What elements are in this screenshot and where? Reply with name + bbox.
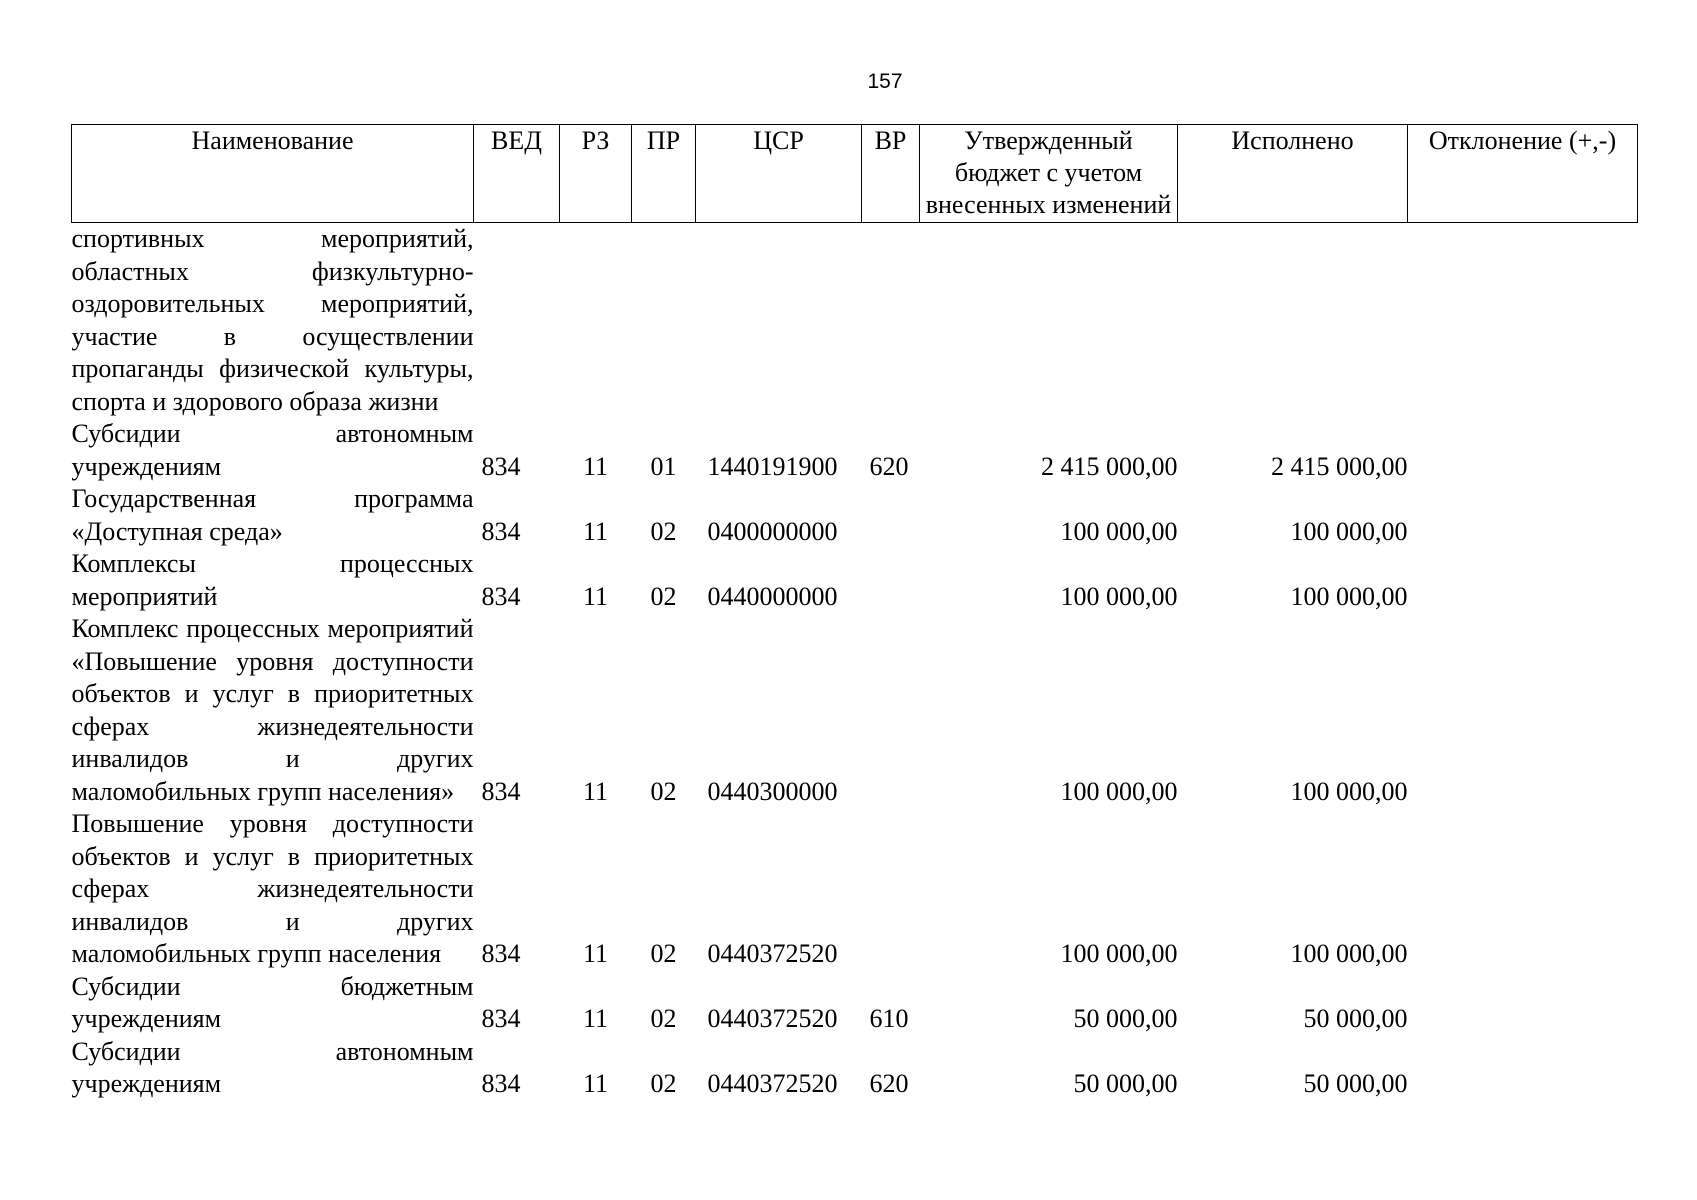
header-csr: ЦСР — [696, 125, 862, 223]
row-executed: 100 000,00 — [1290, 516, 1408, 546]
header-rz: РЗ — [560, 125, 632, 223]
row-ved: 834 — [481, 1004, 521, 1033]
row-name: Субсидии бюджетным учреждениям — [71, 971, 474, 1033]
row-pr: 01 — [650, 451, 677, 481]
row-executed — [1178, 223, 1408, 419]
row-name: спортивных мероприятий, областных физкультурно-оздоровительных мероприятий, участие в осуществлении пропаганды физической культуры, спорта и здорового образа жизни — [71, 224, 474, 416]
row-vr — [862, 223, 920, 419]
header-name: Наименование — [72, 125, 474, 223]
row-deviation — [1408, 483, 1638, 548]
row-vr: 620 — [869, 451, 909, 481]
row-approved: 100 000,00 — [1060, 776, 1178, 806]
row-name: Государственная программа «Доступная среда» — [71, 484, 474, 546]
header-pr: ПР — [632, 125, 696, 223]
row-approved: 2 415 000,00 — [1041, 451, 1178, 481]
row-pr: 02 — [650, 516, 677, 546]
header-vr: ВР — [862, 125, 920, 223]
header-deviation: Отклонение (+,-) — [1408, 125, 1638, 223]
row-pr: 02 — [650, 1004, 677, 1033]
row-csr: 0440372520 — [707, 1069, 838, 1098]
row-rz: 11 — [582, 939, 609, 968]
row-deviation — [1408, 418, 1638, 483]
row-executed: 2 415 000,00 — [1271, 451, 1408, 481]
row-executed: 100 000,00 — [1290, 939, 1408, 968]
row-ved — [474, 223, 560, 419]
table-row — [72, 548, 1638, 613]
row-ved: 834 — [481, 939, 521, 968]
table-row — [72, 418, 1638, 483]
row-rz: 11 — [582, 516, 609, 546]
row-csr: 0400000000 — [707, 516, 838, 546]
table-header-row — [72, 125, 1638, 223]
row-pr: 02 — [650, 939, 677, 968]
row-csr: 0440372520 — [707, 1004, 838, 1033]
row-pr: 02 — [650, 581, 677, 611]
row-ved: 834 — [481, 1069, 521, 1098]
row-deviation — [1408, 808, 1638, 971]
row-executed: 100 000,00 — [1290, 776, 1408, 806]
page-number: 157 — [867, 70, 903, 93]
row-rz: 11 — [582, 581, 609, 611]
row-pr — [632, 223, 696, 419]
row-vr: 610 — [869, 1004, 909, 1033]
table-row — [72, 613, 1638, 808]
row-vr — [862, 483, 920, 548]
row-executed: 50 000,00 — [1303, 1004, 1408, 1033]
row-csr: 0440000000 — [707, 581, 838, 611]
row-pr: 02 — [650, 776, 677, 806]
row-approved: 100 000,00 — [1060, 581, 1178, 611]
row-approved: 50 000,00 — [1073, 1069, 1178, 1098]
row-rz: 11 — [582, 1004, 609, 1033]
row-name: Комплекс процессных мероприятий «Повышение уровня доступности объектов и услуг в приоритетных сферах жизнедеятельности инвалидов и других маломобильных групп населения» — [71, 614, 474, 806]
row-deviation — [1408, 223, 1638, 419]
header-ved: ВЕД — [474, 125, 560, 223]
row-vr — [862, 613, 920, 808]
row-ved: 834 — [481, 581, 521, 611]
table-row — [72, 971, 1638, 1036]
row-vr — [862, 808, 920, 971]
row-executed: 100 000,00 — [1290, 581, 1408, 611]
row-rz: 11 — [582, 451, 609, 481]
row-rz — [560, 223, 632, 419]
header-executed: Исполнено — [1178, 125, 1408, 223]
table-row — [72, 223, 1638, 419]
table-row — [72, 1036, 1638, 1101]
row-executed: 50 000,00 — [1303, 1069, 1408, 1098]
header-approved-budget: Утвержденный бюджет с учетом внесенных изменений — [920, 125, 1178, 223]
row-ved: 834 — [481, 776, 521, 806]
table-row — [72, 483, 1638, 548]
row-deviation — [1408, 1036, 1638, 1101]
table-row — [72, 808, 1638, 971]
row-deviation — [1408, 613, 1638, 808]
row-name: Комплексы процессных мероприятий — [71, 549, 474, 611]
row-approved: 100 000,00 — [1060, 939, 1178, 968]
row-rz: 11 — [582, 776, 609, 806]
row-name: Субсидии автономным учреждениям — [71, 419, 474, 481]
row-csr: 0440372520 — [707, 939, 838, 968]
row-approved: 50 000,00 — [1073, 1004, 1178, 1033]
row-approved — [920, 223, 1178, 419]
row-csr: 0440300000 — [707, 776, 838, 806]
row-name: Субсидии автономным учреждениям — [71, 1036, 474, 1098]
row-deviation — [1408, 971, 1638, 1036]
row-ved: 834 — [481, 516, 521, 546]
row-name: Повышение уровня доступности объектов и услуг в приоритетных сферах жизнедеятельности инвалидов и других маломобильных групп населения — [71, 809, 474, 968]
row-deviation — [1408, 548, 1638, 613]
row-approved: 100 000,00 — [1060, 516, 1178, 546]
row-csr — [696, 223, 862, 419]
row-rz: 11 — [582, 1069, 609, 1098]
budget-table — [71, 124, 1638, 1101]
row-csr: 1440191900 — [707, 451, 838, 481]
row-vr — [862, 548, 920, 613]
row-vr: 620 — [869, 1069, 909, 1098]
row-pr: 02 — [650, 1069, 677, 1098]
row-ved: 834 — [481, 451, 521, 481]
